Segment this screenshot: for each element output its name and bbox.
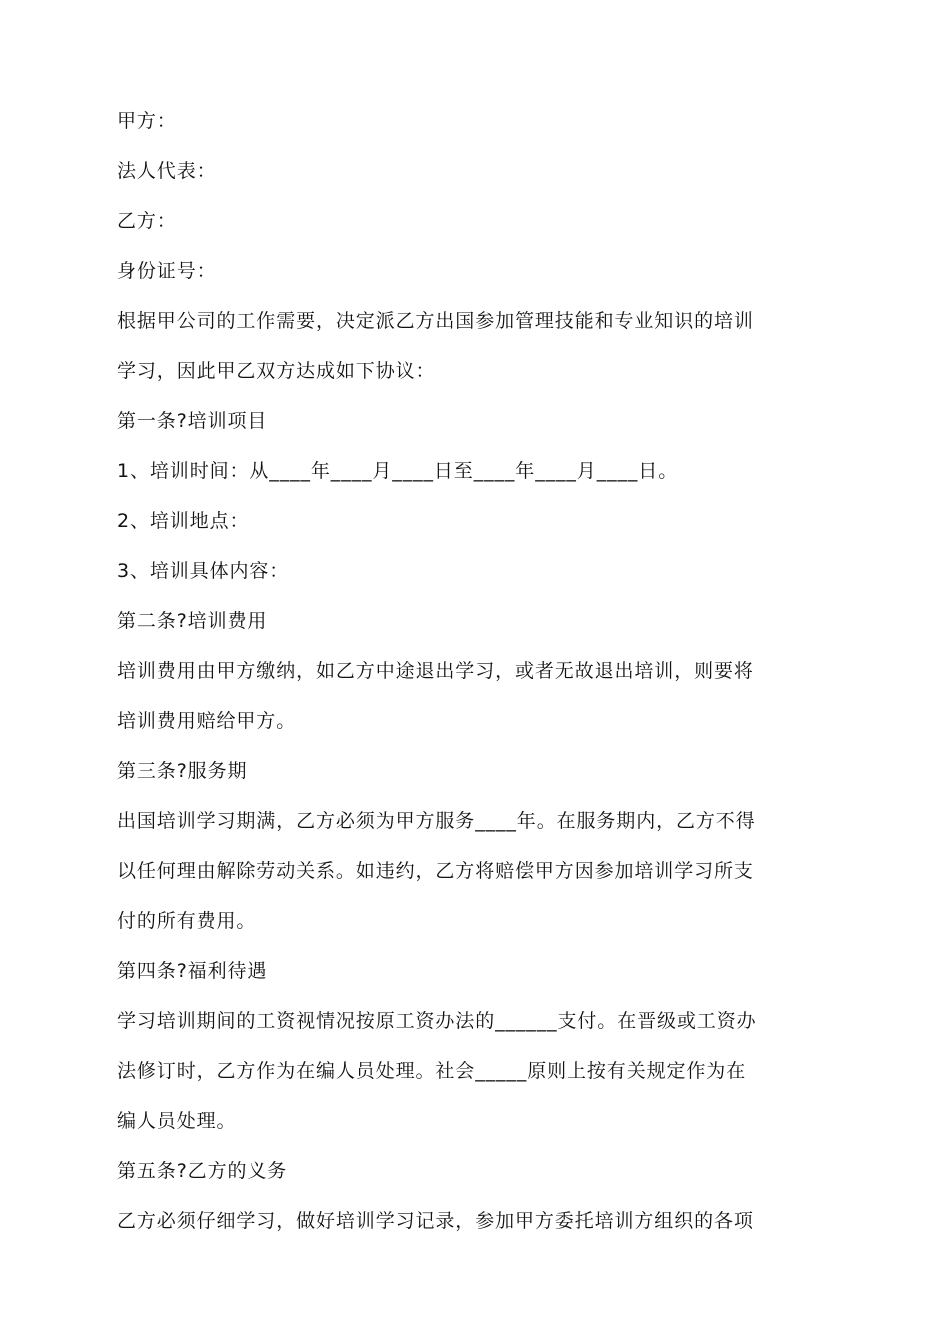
legal-representative-line: 法人代表： (117, 160, 217, 182)
article-4-text-line-3: 编人员处理。 (117, 1110, 237, 1132)
article-2-heading: 第二条?培训费用 (117, 610, 268, 632)
training-content-line: 3、培训具体内容： (117, 560, 290, 582)
preamble-line-2: 学习，因此甲乙双方达成如下协议： (117, 360, 436, 382)
preamble-line-1: 根据甲公司的工作需要，决定派乙方出国参加管理技能和专业知识的培训 (117, 310, 754, 332)
id-number-line: 身份证号： (117, 260, 217, 282)
article-3-text-line-1: 出国培训学习期满，乙方必须为甲方服务____年。在服务期内，乙方不得 (117, 810, 756, 832)
article-2-text-line-1: 培训费用由甲方缴纳，如乙方中途退出学习，或者无故退出培训，则要将 (117, 660, 754, 682)
article-2-text-line-2: 培训费用赔给甲方。 (117, 710, 297, 732)
article-5-text-line-1: 乙方必须仔细学习，做好培训学习记录，参加甲方委托培训方组织的各项 (117, 1210, 754, 1232)
party-b-line: 乙方： (117, 210, 177, 232)
article-5-heading: 第五条?乙方的义务 (117, 1160, 288, 1182)
training-location-line: 2、培训地点： (117, 510, 250, 532)
party-a-line: 甲方： (117, 110, 177, 132)
article-3-text-line-2: 以任何理由解除劳动关系。如违约，乙方将赔偿甲方因参加培训学习所支 (117, 860, 754, 882)
article-4-heading: 第四条?福利待遇 (117, 960, 268, 982)
article-4-text-line-1: 学习培训期间的工资视情况按原工资办法的______支付。在晋级或工资办 (117, 1010, 757, 1032)
article-3-text-line-3: 付的所有费用。 (117, 910, 257, 932)
training-time-line: 1、培训时间：从____年____月____日至____年____月____日。 (117, 460, 679, 482)
article-3-heading: 第三条?服务期 (117, 760, 248, 782)
article-4-text-line-2: 法修订时，乙方作为在编人员处理。社会_____原则上按有关规定作为在 (117, 1060, 747, 1082)
document-body (117, 96, 837, 1246)
article-1-heading: 第一条?培训项目 (117, 410, 268, 432)
